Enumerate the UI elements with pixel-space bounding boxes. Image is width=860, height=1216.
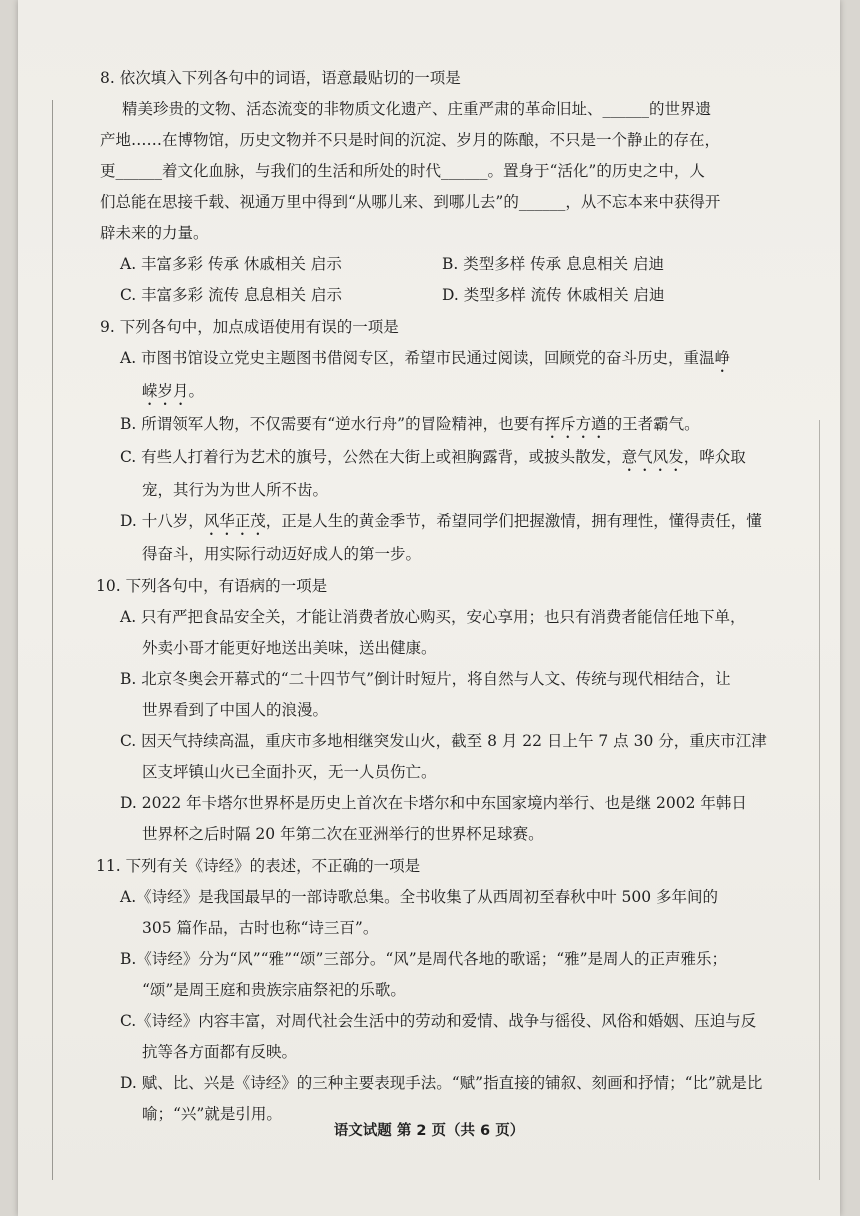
option-b-text: 的王者霸气。 bbox=[606, 415, 700, 433]
question-8-options bbox=[100, 249, 790, 311]
idiom-emphasis: 嵘岁月 bbox=[142, 382, 189, 400]
option-d: D. 2022 年卡塔尔世界杯是历史上首次在卡塔尔和中东国家境内举行、也是继 2002 年韩日 bbox=[120, 794, 747, 812]
option-c-text: ，哗众取 bbox=[683, 448, 746, 466]
option-a-text: A. 市图书馆设立党史主题图书借阅专区，希望市民通过阅读，回顾党的奋斗历史，重温 bbox=[120, 349, 715, 367]
option-c: C. 丰富多彩 流传 息息相关 启示 bbox=[120, 286, 342, 304]
option-d: D. 赋、比、兴是《诗经》的三种主要表现手法。“赋”指直接的铺叙、刻画和抒情；“比”就是比 bbox=[120, 1074, 763, 1092]
question-11-title: 11. 下列有关《诗经》的表述，不正确的一项是 bbox=[96, 857, 421, 875]
option-b-text: B. 所谓领军人物，不仅需要有“逆水行舟”的冒险精神，也要有 bbox=[120, 415, 545, 433]
option-b: B. 类型多样 传承 息息相关 启迪 bbox=[442, 255, 665, 273]
option-b: B.《诗经》分为“风”“雅”“颂”三部分。“风”是周代各地的歌谣；“雅”是周人的正声雅乐； bbox=[120, 950, 728, 968]
margin-line bbox=[52, 100, 53, 1180]
exam-page bbox=[18, 0, 840, 1216]
option-d-continued: 喻；“兴”就是引用。 bbox=[142, 1105, 282, 1123]
exam-content bbox=[96, 62, 790, 1130]
option-b: B. 北京冬奥会开幕式的“二十四节气”倒计时短片，将自然与人文、传统与现代相结合，让 bbox=[120, 670, 731, 688]
passage-line: 产地……在博物馆，历史文物并不只是时间的沉淀、岁月的陈酿，不只是一个静止的存在， bbox=[100, 131, 721, 149]
option-c: C.《诗经》内容丰富，对周代社会生活中的劳动和爱情、战争与徭役、风俗和婚姻、压迫与反 bbox=[120, 1012, 757, 1030]
question-10 bbox=[96, 570, 790, 850]
question-11 bbox=[96, 850, 790, 1130]
option-a: A. 只有严把食品安全关，才能让消费者放心购买，安心享用；也只有消费者能信任地下单， bbox=[120, 608, 746, 626]
question-10-title: 10. 下列各句中，有语病的一项是 bbox=[96, 577, 328, 595]
option-a-continued: 305 篇作品，古时也称“诗三百”。 bbox=[142, 919, 379, 937]
option-b-continued: “颂”是周王庭和贵族宗庙祭祀的乐歌。 bbox=[142, 981, 406, 999]
option-d-text: ，正是人生的黄金季节，希望同学们把握激情，拥有理性，懂得责任，懂 bbox=[265, 512, 762, 530]
option-c-continued: 抗等各方面都有反映。 bbox=[142, 1043, 298, 1061]
question-8 bbox=[100, 62, 790, 311]
page-footer: 语文试题 第 2 页（共 6 页） bbox=[333, 1123, 525, 1139]
option-c-continued: 宠，其行为为世人所不齿。 bbox=[142, 481, 329, 499]
option-d-continued: 得奋斗，用实际行动迈好成人的第一步。 bbox=[142, 545, 422, 563]
question-9-title: 9. 下列各句中，加点成语使用有误的一项是 bbox=[100, 318, 399, 336]
idiom-emphasis: 峥 bbox=[714, 349, 731, 367]
passage-line: 精美珍贵的文物、活态流变的非物质文化遗产、庄重严肃的革命旧址、______的世界遗 bbox=[122, 100, 712, 118]
option-b bbox=[100, 409, 790, 442]
option-d-text: D. 十八岁， bbox=[120, 512, 204, 530]
option-a-text: 。 bbox=[188, 382, 205, 400]
option-b-continued: 世界看到了中国人的浪漫。 bbox=[142, 701, 329, 719]
passage-line: 们总能在思接千载、视通万里中得到“从哪儿来、到哪儿去”的______，从不忘本来中获得开 bbox=[100, 193, 721, 211]
question-9 bbox=[100, 311, 790, 570]
question-8-title: 8. 依次填入下列各句中的词语，语意最贴切的一项是 bbox=[100, 69, 461, 87]
passage-line: 辟未来的力量。 bbox=[100, 224, 209, 242]
margin-line-right bbox=[819, 420, 820, 1180]
option-a bbox=[100, 343, 790, 376]
option-d: D. 类型多样 流传 休戚相关 启迪 bbox=[442, 286, 665, 304]
option-a-continued: 外卖小哥才能更好地送出美味，送出健康。 bbox=[142, 639, 437, 657]
option-d-continued: 世界杯之后时隔 20 年第二次在亚洲举行的世界杯足球赛。 bbox=[142, 825, 544, 843]
idiom-emphasis: 意气风发 bbox=[621, 448, 684, 466]
option-d bbox=[100, 506, 790, 539]
idiom-emphasis: 风华正茂 bbox=[203, 512, 266, 530]
option-c: C. 因天气持续高温，重庆市多地相继突发山火，截至 8 月 22 日上午 7 点 30 分，重庆市江津 bbox=[120, 732, 767, 750]
passage-line: 更______着文化血脉，与我们的生活和所处的时代______。置身于“活化”的历史之中，人 bbox=[100, 162, 705, 180]
option-c bbox=[100, 442, 790, 475]
option-c-continued: 区支坪镇山火已全面扑灭，无一人员伤亡。 bbox=[142, 763, 437, 781]
option-a: A.《诗经》是我国最早的一部诗歌总集。全书收集了从西周初至春秋中叶 500 多年间的 bbox=[120, 888, 719, 906]
option-c-text: C. 有些人打着行为艺术的旗号，公然在大街上或袒胸露背，或披头散发， bbox=[120, 448, 622, 466]
idiom-emphasis: 挥斥方遒 bbox=[544, 415, 607, 433]
option-a: A. 丰富多彩 传承 休戚相关 启示 bbox=[120, 255, 342, 273]
option-a-continued bbox=[100, 376, 790, 409]
